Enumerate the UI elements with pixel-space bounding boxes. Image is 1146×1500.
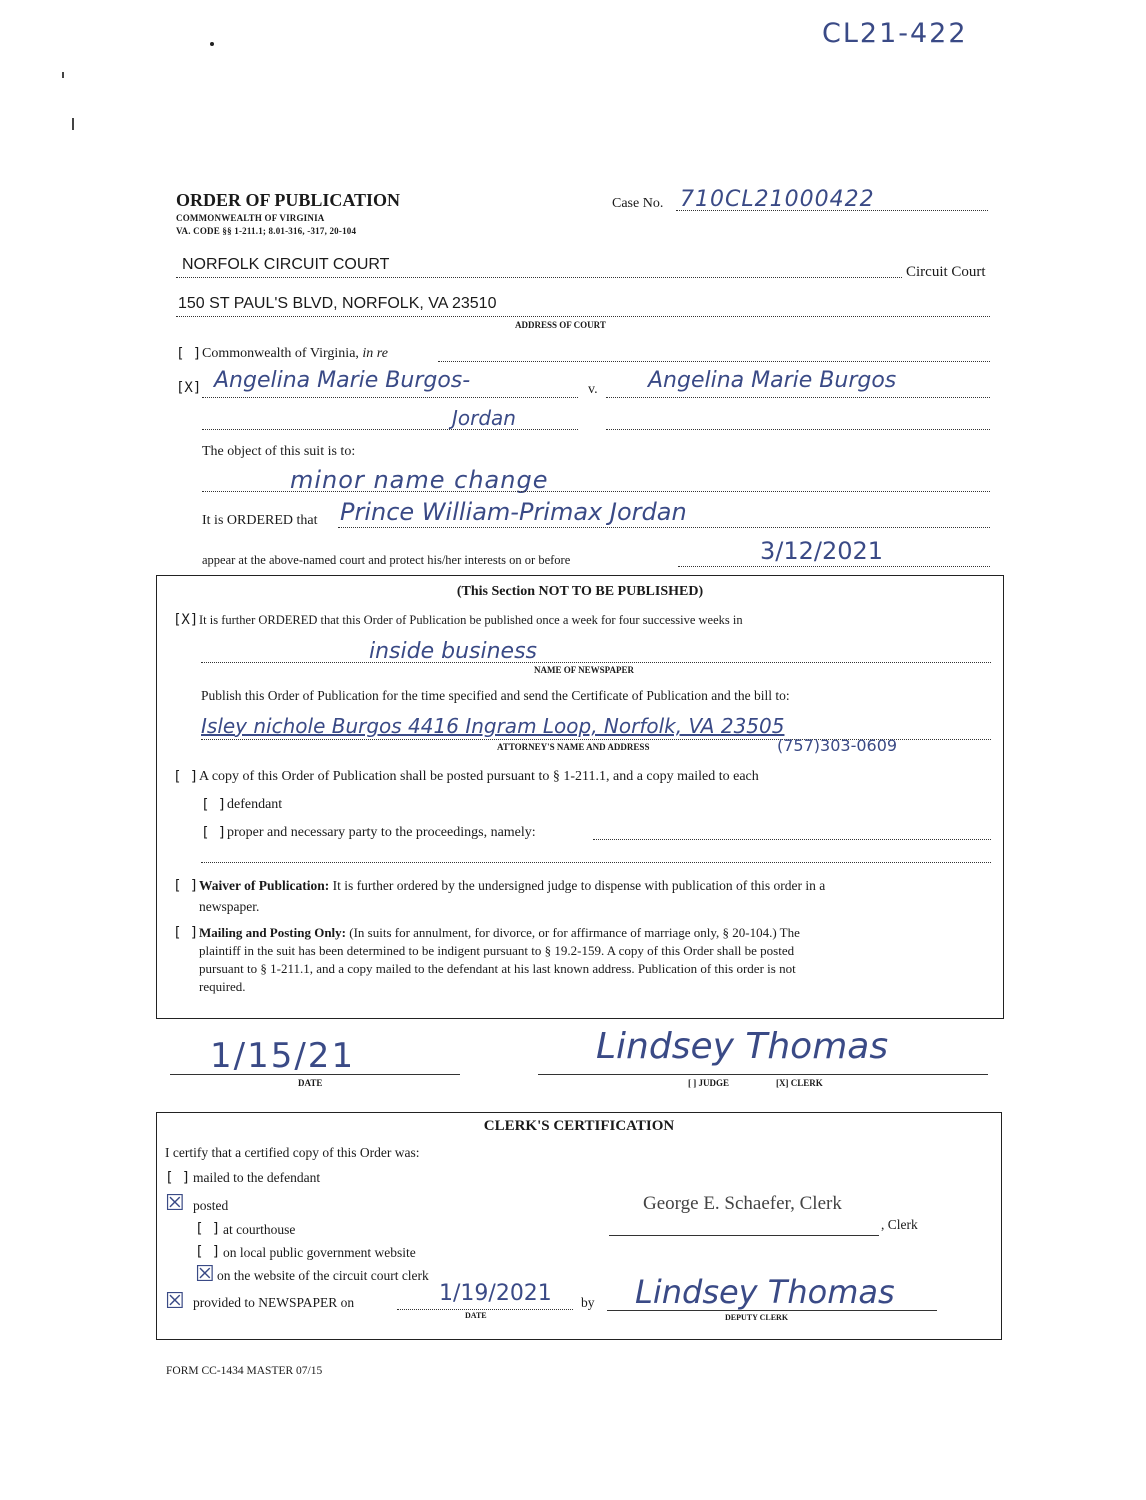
in-re-line [438,361,990,362]
mailed-checkbox: [ ] [165,1170,191,1186]
form-title: ORDER OF PUBLICATION [176,190,401,210]
defendant-line-2 [606,429,990,430]
scan-mark [72,118,74,130]
posted-text: posted [193,1198,229,1213]
clerk-label: [X] CLERK [776,1078,823,1088]
newspaper-line [201,662,991,663]
posted-text: A copy of this Order of Publication shall be posted pursuant to § 1-211.1, and a copy mailed to each [199,769,759,784]
party-checkbox: [X] [176,380,202,396]
clerk-certification [156,1112,1002,1340]
attorney-name-address: Isley nichole Burgos 4416 Ingram Loop, Norfolk, VA 23505 [201,714,785,738]
scan-mark [62,72,64,78]
courthouse-text: at courthouse [223,1222,296,1237]
defendant-line [606,397,990,398]
form-number: FORM CC-1434 MASTER 07/15 [166,1365,323,1377]
waiver-checkbox: [ ] [173,878,199,894]
case-number-value: 710CL21000422 [680,187,875,212]
judge-label: [ ] JUDGE [688,1078,729,1088]
certification-heading: CLERK'S CERTIFICATION [483,1118,675,1134]
clerk-name-line [609,1235,879,1236]
provided-checkbox-marked: ☒ [165,1289,185,1314]
local-website-checkbox: [ ] [195,1244,221,1260]
proper-party-line [593,839,991,840]
ordered-name: Prince William-Primax Jordan [340,498,687,526]
mailing-text-4: required. [199,979,246,994]
plaintiff-name: Angelina Marie Burgos- [214,368,471,393]
appear-date-line [678,566,990,567]
case-number-label: Case No. [612,196,664,211]
proper-party-checkbox: [ ] [201,825,227,841]
deputy-label: DEPUTY CLERK [725,1313,789,1322]
form-code: VA. CODE §§ 1-211.1; 8.01-316, -317, 20-104 [176,226,357,236]
case-note: CL21-422 [822,18,968,49]
local-website-text: on local public government website [223,1245,416,1260]
proper-party-line-2 [201,862,991,863]
object-value: minor name change [290,466,549,494]
publish-text: It is further ORDERED that this Order of Publication be published once a week for four successive weeks in [199,613,743,627]
plaintiff-line-2 [202,429,578,430]
provided-date: 1/19/2021 [439,1281,552,1306]
provided-date-label: DATE [465,1311,487,1320]
court-line [176,277,902,278]
commonwealth-checkbox: [ ] [176,346,202,362]
certification-intro: I certify that a certified copy of this Order was: [165,1145,420,1160]
clerk-website-text: on the website of the circuit court clerk [217,1268,429,1283]
signature-line [538,1074,988,1075]
order-date: 1/15/21 [210,1036,356,1076]
address-line [176,316,990,317]
object-line [202,491,990,492]
appear-text: appear at the above-named court and protect his/her interests on or before [202,553,571,567]
commonwealth-label: Commonwealth of Virginia, in re [202,346,388,361]
form-subtitle: COMMONWEALTH OF VIRGINIA [176,213,325,223]
attorney-label: ATTORNEY'S NAME AND ADDRESS [497,742,650,752]
waiver-text-cont: newspaper. [199,899,260,914]
court-address: 150 ST PAUL'S BLVD, NORFOLK, VA 23510 [178,295,497,312]
object-label: The object of this suit is to: [202,444,356,459]
order-date-label: DATE [298,1078,323,1088]
posted-checkbox: [ ] [173,769,199,785]
unpublished-section [156,575,1004,1019]
by-label: by [581,1295,595,1310]
ordered-label: It is ORDERED that [202,513,318,528]
mailing-text-2: plaintiff in the suit has been determined to be indigent pursuant to § 19.2-159. A copy of this Order shall be posted [199,943,795,958]
clerk-signature: Lindsey Thomas [596,1026,889,1067]
mailed-text: mailed to the defendant [193,1170,321,1185]
publish-checkbox: [X] [173,612,199,628]
section-heading: (This Section NOT TO BE PUBLISHED) [456,584,704,599]
attorney-phone: (757)303-0609 [777,736,898,755]
mailing-text-3: pursuant to § 1-211.1, and a copy mailed to the defendant at his last known address. Publication of this order is not [199,961,796,976]
appear-date: 3/12/2021 [760,537,884,565]
proper-party-text: proper and necessary party to the proceedings, namely: [227,825,536,840]
posted-checkbox-marked: ☒ [165,1191,185,1216]
address-label: ADDRESS OF COURT [515,320,606,330]
provided-text: provided to NEWSPAPER on [193,1295,355,1310]
plaintiff-name-cont: Jordan [452,406,516,430]
newspaper-name: inside business [369,639,538,664]
deputy-signature: Lindsey Thomas [635,1273,895,1311]
clerk-suffix: , Clerk [881,1217,918,1232]
defendant-checkbox: [ ] [201,797,227,813]
clerk-website-checkbox-marked: ☒ [195,1262,215,1287]
ordered-line [338,527,990,528]
defendant-name: Angelina Marie Burgos [648,368,897,393]
defendant-text: defendant [227,797,283,812]
clerk-name: George E. Schaefer, Clerk [643,1193,842,1214]
order-date-line [170,1074,460,1075]
mailing-text-1: Mailing and Posting Only: (In suits for annulment, for divorce, or for affirmance of marriage only, § 20-104.) The [199,925,800,940]
newspaper-label: NAME OF NEWSPAPER [534,665,634,675]
court-suffix: Circuit Court [906,264,986,280]
mailing-checkbox: [ ] [173,925,199,941]
scan-mark [210,42,214,46]
versus-label: v. [588,382,598,397]
plaintiff-line [202,397,578,398]
send-text: Publish this Order of Publication for the time specified and send the Certificate of Publication and the bill to: [201,688,790,703]
court-name: NORFOLK CIRCUIT COURT [182,256,390,273]
provided-date-line [397,1309,573,1310]
courthouse-checkbox: [ ] [195,1221,221,1237]
waiver-text: Waiver of Publication: It is further ordered by the undersigned judge to dispense with publication of this order in a [199,878,826,893]
deputy-signature-line [607,1310,937,1311]
